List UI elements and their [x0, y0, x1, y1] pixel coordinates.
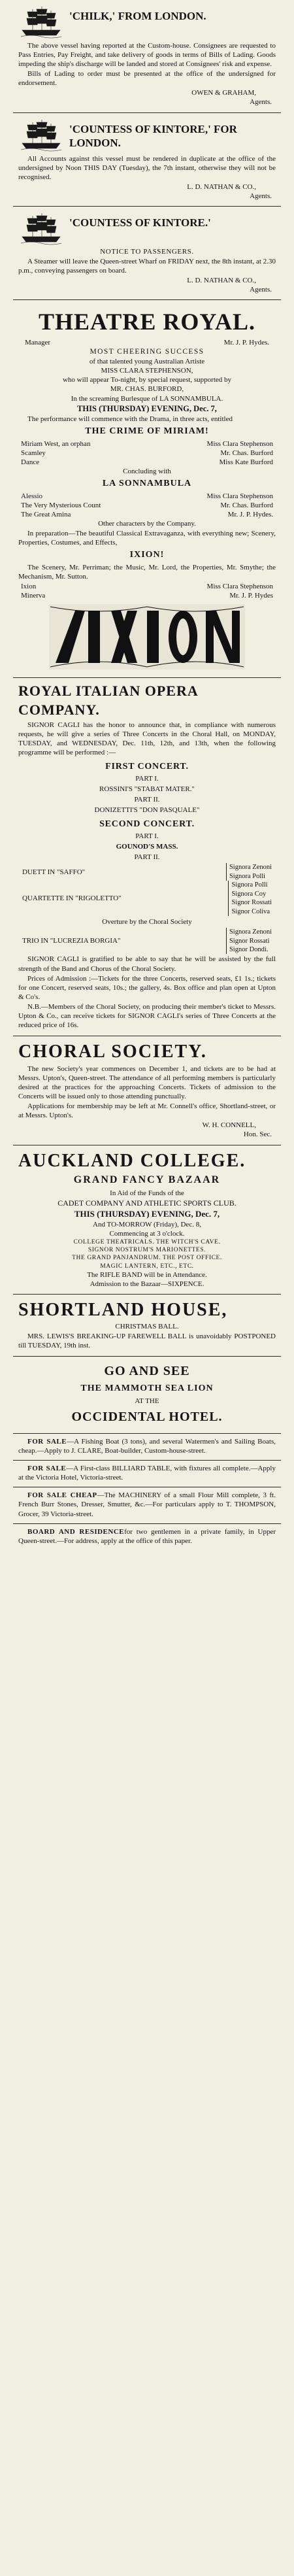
performer: Signor Dondi. [229, 946, 269, 954]
performer-names [226, 863, 272, 881]
part-label: PART II. [134, 853, 160, 862]
kintore-title: 'COUNTESS OF KINTORE,' FOR LONDON. [69, 122, 237, 150]
shortland-title: SHORTLAND HOUSE, [18, 1299, 228, 1320]
cast-list-drama [18, 439, 276, 467]
ship-icon [18, 211, 64, 247]
kintore-signature: L. D. NATHAN & CO., [187, 182, 256, 191]
classified-text: —The MACHINERY of a small Flour Mill complete, 3 ft. French Burr Stones, Dresser, Smutter, &c.—For particulars apply to T. THOMPSON, Grocer, 39 Victoria-street. [18, 1491, 276, 1518]
opera-prices: Prices of Admission :—Tickets for the three Concerts, reserved seats, £1 1s.; tickets for one Concert, reserved seats, 10s.; the gallery, 4s. Box office and plan open at Upton & Co's. [18, 974, 276, 1001]
classified-ad [13, 1461, 281, 1487]
second-concert-heading: SECOND CONCERT. [99, 819, 195, 830]
opera-title: ROYAL ITALIAN OPERA COMPANY. [18, 683, 198, 718]
duet-program-item [18, 863, 276, 881]
cast-row [18, 501, 276, 510]
classified-text: for two gentlemen in a private family, in Upper Queen-street.—For address, apply at the office of this paper. [18, 1527, 276, 1545]
cast-role: Alessio [21, 492, 42, 500]
part-label: PART I. [135, 775, 159, 783]
choral-society-ad [13, 1036, 281, 1145]
ixion-decorative-illustration [18, 604, 276, 669]
sealion-line-3: AT THE [135, 1397, 159, 1406]
theatre-debut: of that talented young Australian Artiste [89, 358, 205, 366]
classified-text: —A First-class BILLIARD TABLE, with fixtures all complete.—Apply at the Victoria Hotel, Victoria-street. [18, 1465, 276, 1482]
theatre-royal-ad [13, 300, 281, 678]
kintore2-body: A Steamer will leave the Queen-street Wharf on FRIDAY next, the 8th instant, at 2.30 p.m., conveying passengers on board. [18, 258, 276, 275]
cast-row [18, 458, 276, 467]
first-concert-heading: FIRST CONCERT. [105, 762, 189, 772]
theatre-concluding: Concluding with [123, 467, 171, 475]
performer-names [226, 928, 272, 954]
cast-actor: Miss Clara Stephenson [206, 439, 273, 448]
chilk-role: Agents. [250, 98, 272, 107]
cast-actor: Mr. Chas. Burford [220, 449, 273, 457]
choral-title: CHORAL SOCIETY. [18, 1042, 207, 1062]
choral-applications: Applications for membership may be left at Mr. Connell's office, Shortland-street, or at Messrs. Upton's. [18, 1102, 276, 1120]
opera-company-ad [13, 678, 281, 1036]
performer: Signora Zenoni [229, 928, 272, 936]
college-admission: Admission to the Bazaar—SIXPENCE. [90, 1280, 204, 1288]
theatre-burlesque-title: LA SONNAMBULA [102, 478, 192, 488]
cast-actor: Mr. Chas. Burford [220, 501, 273, 509]
gounod-piece: GOUNOD'S MASS. [116, 843, 178, 851]
kintore2-signature: L. D. NATHAN & CO., [187, 277, 256, 285]
theatre-drama: THE CRIME OF MIRIAM! [85, 426, 209, 436]
chilk-body: The above vessel having reported at the Custom-house. Consignees are requested to Pass Entries, Pay Freight, and take delivery of goods in terms of Bills of Lading. Goods impeding the ship's discharge will be landed and stored at Consignees' risk and expense. [18, 42, 276, 69]
manager-label: Manager [25, 339, 51, 347]
classified-text: —A Fishing Boat (3 tons), and several Watermen's and Sailing Boats, cheap.—Apply to J. CLARE, Boat-builder, Custom-house-street. [18, 1438, 276, 1455]
classified-ad [13, 1434, 281, 1461]
theatre-artiste: MISS CLARA STEPHENSON, [101, 367, 193, 375]
choral-signature: W. H. CONNELL, [202, 1121, 256, 1130]
theatre-preparation: In preparation—The beautiful Classical Extravaganza, with everything new; Scenery, Properties, Costumes, and Effects, [18, 530, 276, 547]
cast-row [18, 510, 276, 519]
kintore-role: Agents. [250, 192, 272, 200]
performer: Signora Polli [231, 881, 268, 889]
chilk-notice [13, 0, 281, 113]
performer-names [228, 881, 272, 916]
cast-row [18, 439, 276, 449]
cast-role: Ixion [21, 583, 37, 591]
cast-actor: Mr. J. P. Hydes. [227, 510, 273, 518]
trio-program-item [18, 928, 276, 954]
quartette-label: QUARTETTE IN "RIGOLETTO" [22, 894, 122, 903]
shortland-body: MRS. LEWIS'S BREAKING-UP FAREWELL BALL is unavoidably POSTPONED till TUESDAY, 19th inst. [18, 1332, 276, 1349]
chilk-signature: OWEN & GRAHAM, [191, 89, 256, 97]
cast-row [18, 591, 276, 600]
cast-actor: Miss Kate Burford [219, 458, 273, 466]
sea-lion-ad [13, 1357, 281, 1434]
college-aid: In Aid of the Funds of the [110, 1189, 184, 1197]
kintore-passengers-notice [13, 207, 281, 300]
cast-actor: Mr. J. P. Hydes [229, 592, 273, 600]
classified-lead: BOARD AND RESIDENCE [27, 1527, 125, 1536]
ship-icon [18, 4, 64, 41]
theatre-burlesque: In the screaming Burlesque of LA SONNAMBULA. [71, 394, 223, 403]
college-evening: THIS (THURSDAY) EVENING, Dec. 7, [74, 1209, 220, 1219]
overture-item: Overture by the Choral Society [102, 918, 192, 926]
college-items-row: THE GRAND PANJANDRUM. THE POST OFFICE. [72, 1255, 222, 1262]
performer: Signora Coy [231, 890, 267, 898]
classified-lead: FOR SALE [27, 1438, 67, 1446]
ship-icon [18, 117, 64, 154]
classified-lead: FOR SALE CHEAP [27, 1491, 97, 1500]
college-items-row: SIGNOR NOSTRUM'S MARIONETTES. [88, 1247, 206, 1254]
shortland-house-ad [13, 1295, 281, 1357]
trio-label: TRIO IN "LUCREZIA BORGIA" [22, 937, 121, 945]
theatre-manager-row [18, 338, 276, 347]
theatre-evening: THIS (THURSDAY) EVENING, Dec. 7, [77, 403, 217, 413]
kintore2-title: 'COUNTESS OF KINTORE.' [69, 216, 211, 229]
newspaper-column [13, 0, 281, 1550]
performer: Signor Coliva [231, 907, 270, 915]
kintore-body: All Accounts against this vessel must be rendered in duplicate at the office of the undersigned by Noon THIS DAY (Tuesday), the 7th instant, otherwise they will not be recognised. [18, 154, 276, 181]
college-bazaar: GRAND FANCY BAZAAR [73, 1174, 221, 1186]
classified-lead: FOR SALE [27, 1465, 67, 1473]
choral-body: The new Society's year commences on December 1, and tickets are to be had at Messrs. Upton's, Queen-street. The attendance of all performing members is particularly desired at the practices for the approaching Concerts. Tickets of admission to the Concerts will be issued only to those attending punctually. [18, 1064, 276, 1101]
college-commencing: Commencing at 3 o'clock. [109, 1230, 185, 1238]
college-band: The RIFLE BAND will be in Attendance. [87, 1270, 207, 1279]
duet-label: DUETT IN "SAFFO" [22, 868, 86, 876]
theatre-title: THEATRE ROYAL. [38, 309, 256, 335]
chilk-title: 'CHILK,' FROM LONDON. [69, 10, 206, 22]
kintore2-role: Agents. [250, 286, 272, 294]
cast-role: Miriam West, an orphan [21, 439, 91, 448]
opera-grateful: SIGNOR CAGLI is gratified to be able to say that he will be assisted by the full strength of the Band and Chorus of the Choral Society. [18, 955, 276, 973]
performer: Signora Zenoni [229, 864, 272, 872]
college-club: CADET COMPANY AND ATHLETIC SPORTS CLUB. [57, 1198, 237, 1208]
auckland-college-ad [13, 1145, 281, 1295]
sealion-line-4: OCCIDENTAL HOTEL. [71, 1409, 223, 1424]
cast-role: The Very Mysterious Count [21, 501, 101, 509]
cast-row [18, 582, 276, 591]
part-label: PART I. [135, 832, 159, 841]
theatre-credits: The Scenery, Mr. Perriman; the Music, Mr. Lord, the Properties, Mr. Smythe; the Mechanism, Mr. Sutton. [18, 564, 276, 581]
theatre-supported: who will appear To-night, by special request, supported by [62, 376, 232, 384]
cast-role: The Great Amina [21, 510, 71, 518]
opera-body: SIGNOR CAGLI has the honor to announce that, in compliance with numerous requests, he will give a series of Three Concerts in the Choral Hall, on MONDAY, TUESDAY, and WEDNESDAY, Dec. 11th, 12th, and 13th, when the following programme will be performed :— [18, 720, 276, 757]
cast-actor: Miss Clara Stephenson [206, 583, 273, 591]
sealion-line-2: THE MAMMOTH SEA LION [80, 1383, 214, 1393]
sealion-line-1: GO AND SEE [104, 1363, 190, 1378]
college-items-row: MAGIC LANTERN, ETC., ETC. [100, 1263, 194, 1270]
opera-note: N.B.—Members of the Choral Society, on producing their member's ticket to Messrs. Upton & Co., can receive tickets for SIGNOR CAGLI's series of Three Concerts at the reduced price of 16s. [18, 1002, 276, 1030]
performer: Signor Rossati [231, 899, 272, 907]
choral-role: Hon. Sec. [243, 1130, 272, 1139]
performer: Signor Rossati [229, 937, 270, 945]
performer: Signora Polli [229, 872, 266, 880]
theatre-burford: MR. CHAS. BURFORD, [110, 385, 184, 394]
cast-row [18, 449, 276, 458]
classified-ad [13, 1487, 281, 1523]
part-label: PART II. [134, 796, 160, 804]
cast-row [18, 492, 276, 501]
cast-actor: Miss Clara Stephenson [206, 492, 273, 500]
manager-name: Mr. J. P. Hydes. [223, 339, 269, 347]
kintore-accounts-notice [13, 113, 281, 207]
theatre-cheering: MOST CHEERING SUCCESS [90, 348, 204, 356]
quartette-program-item [18, 881, 276, 916]
donizetti-piece: DONIZETTI'S "DON PASQUALE" [94, 806, 200, 815]
theatre-ixion-title: IXION! [129, 550, 165, 560]
college-tomorrow: And TO-MORROW (Friday), Dec. 8, [93, 1220, 201, 1229]
cast-list-ixion [18, 582, 276, 600]
cast-role: Dance [21, 458, 40, 466]
cast-role: Minerva [21, 592, 46, 600]
shortland-subtitle: CHRISTMAS BALL. [115, 1322, 179, 1330]
theatre-commence: The performance will commence with the Drama, in three acts, entitled [27, 415, 233, 423]
cast-role: Scamley [21, 449, 46, 457]
college-items-row: COLLEGE THEATRICALS. THE WITCH'S CAVE. [73, 1239, 221, 1246]
rossini-piece: ROSSINI'S "STABAT MATER." [99, 785, 195, 794]
cast-list-burlesque [18, 492, 276, 519]
college-title: AUCKLAND COLLEGE. [18, 1150, 246, 1171]
chilk-claims: Bills of Lading to order must be presented at the office of the undersigned for endorsement. [18, 70, 276, 88]
classified-ad [13, 1524, 281, 1550]
theatre-others: Other characters by the Company. [98, 520, 196, 528]
kintore2-subtitle: NOTICE TO PASSENGERS. [100, 247, 194, 256]
